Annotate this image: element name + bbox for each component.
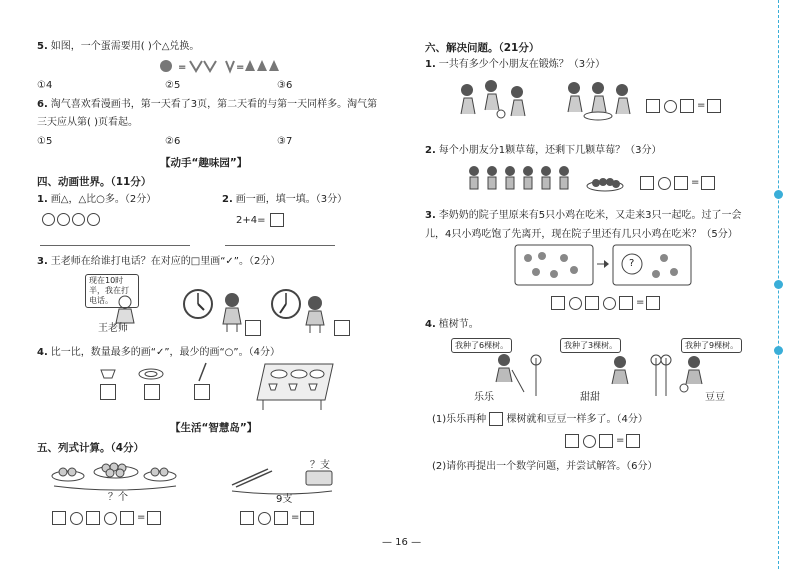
circle-shape	[57, 213, 70, 226]
answer-box[interactable]	[674, 176, 688, 190]
answer-box[interactable]	[147, 511, 161, 525]
problem-r1: 1. 一共有多少个小朋友在锻炼？（3分）	[425, 59, 606, 70]
section-title: 六、解决问题。（21分）	[425, 42, 540, 54]
operator-circle[interactable]	[664, 100, 677, 113]
chickens-eating-figure	[514, 244, 594, 286]
answer-box[interactable]	[144, 384, 160, 400]
operator-circle[interactable]	[104, 512, 117, 525]
speech-bubble: 现在10时半，我在打电话。	[85, 274, 139, 308]
children-exercising-figure	[455, 78, 535, 122]
answer-box[interactable]	[52, 511, 66, 525]
answer-box[interactable]	[599, 434, 613, 448]
answer-box[interactable]	[245, 320, 261, 336]
answer-box[interactable]	[100, 384, 116, 400]
dining-table-figure	[255, 362, 335, 412]
chopsticks-icon	[196, 362, 208, 382]
quantity-label: ？个	[108, 492, 128, 503]
sub-question-2: (2)请你再提出一个数学问题，并尝试解答。（6分）	[432, 461, 658, 472]
unknown-mark: ?	[629, 258, 635, 269]
answer-box[interactable]	[619, 296, 633, 310]
question-6: 6. 淘气喜欢看漫画书，第一天看了3页，第二天看的与第一天同样多。淘气第	[37, 99, 378, 110]
girl-on-phone-figure	[218, 292, 246, 334]
child-name: 乐乐	[474, 392, 494, 403]
option-a: ①5	[37, 136, 53, 147]
binding-dot	[774, 190, 783, 199]
equals-sign: =	[616, 435, 625, 446]
problem-r2: 2. 每个小朋友分1颗草莓，还剩下几颗草莓？（3分）	[425, 145, 662, 156]
answer-box[interactable]	[86, 511, 100, 525]
circle-shape	[87, 213, 100, 226]
answer-line	[40, 245, 190, 246]
svg-text:=: =	[178, 62, 187, 73]
equals-sign: =	[636, 297, 645, 308]
answer-box[interactable]	[701, 176, 715, 190]
circle-shape	[42, 213, 55, 226]
speech-bubble: 我种了3棵树。	[560, 338, 621, 353]
equals-sign: =	[697, 100, 706, 111]
answer-line	[225, 245, 335, 246]
option-c: ③7	[277, 136, 293, 147]
svg-text:=: =	[236, 62, 245, 73]
expression: 2+4=	[236, 215, 266, 226]
answer-box[interactable]	[240, 511, 254, 525]
operator-circle[interactable]	[70, 512, 83, 525]
dumpling-plates-figure	[50, 458, 180, 492]
answer-box[interactable]	[194, 384, 210, 400]
option-c: ③6	[277, 80, 293, 91]
operator-circle[interactable]	[583, 435, 596, 448]
clock-icon	[182, 288, 214, 320]
answer-box[interactable]	[334, 320, 350, 336]
answer-box[interactable]	[489, 412, 503, 426]
answer-box[interactable]	[646, 99, 660, 113]
operator-circle[interactable]	[569, 297, 582, 310]
answer-box[interactable]	[120, 511, 134, 525]
clock-icon	[270, 288, 302, 320]
bowl-icon	[100, 367, 116, 379]
speech-bubble: 我种了6棵树。	[451, 338, 512, 353]
pencils-figure	[228, 465, 338, 495]
boy-on-phone-figure	[302, 295, 332, 335]
child-name: 豆豆	[705, 392, 725, 403]
answer-box[interactable]	[640, 176, 654, 190]
circle-shape	[72, 213, 85, 226]
speech-bubble: 我种了9棵树。	[681, 338, 742, 353]
children-row-figure	[464, 164, 576, 198]
answer-box[interactable]	[565, 434, 579, 448]
question-6-line2: 三天应从第( )页看起。	[37, 117, 138, 128]
arrow-right-icon	[596, 259, 610, 269]
binding-dot	[774, 346, 783, 355]
answer-box[interactable]	[626, 434, 640, 448]
section-banner: 【动手“趣味园”】	[160, 157, 248, 169]
teacher-name: 王老师	[98, 323, 128, 334]
section-title: 五、列式计算。（4分）	[37, 442, 145, 454]
option-b: ②5	[165, 80, 181, 91]
operator-circle[interactable]	[658, 177, 671, 190]
problem-r3-line2: 儿，4只小鸡吃饱了先离开，现在院子里还有几只小鸡在吃米？（5分）	[425, 229, 738, 240]
child-name: 甜甜	[580, 392, 600, 403]
answer-box[interactable]	[680, 99, 694, 113]
option-b: ②6	[165, 136, 181, 147]
children-playing-figure	[560, 78, 636, 122]
answer-box[interactable]	[274, 511, 288, 525]
problem-1: 1. 画△，△比○多。（2分）	[37, 194, 157, 205]
answer-box[interactable]	[707, 99, 721, 113]
problem-2: 2. 画一画，填一填。（3分）	[222, 194, 348, 205]
plate-icon	[138, 368, 164, 380]
quantity-label: 9支	[276, 494, 293, 505]
binding-dot	[774, 280, 783, 289]
section-banner: 【生活“智慧岛”】	[170, 422, 258, 434]
question-5: 5. 如图，一个蛋需要用( )个△兑换。	[37, 41, 200, 52]
egg-exchange-figure	[158, 57, 282, 75]
chickens-remaining-figure	[612, 244, 692, 286]
quantity-label: ？支	[310, 460, 330, 471]
answer-box[interactable]	[646, 296, 660, 310]
problem-3: 3. 王老师在给谁打电话？在对应的□里画“✓”。（2分）	[37, 256, 281, 267]
operator-circle[interactable]	[603, 297, 616, 310]
sub-question-1: (1)乐乐再种 棵树就和豆豆一样多了。（4分）	[432, 414, 648, 425]
operator-circle[interactable]	[258, 512, 271, 525]
equals-sign: =	[291, 512, 300, 523]
planting-boy-figure	[490, 352, 550, 398]
equals-sign: =	[691, 177, 700, 188]
answer-box[interactable]	[551, 296, 565, 310]
option-a: ①4	[37, 80, 53, 91]
answer-box[interactable]	[585, 296, 599, 310]
problem-r3: 3. 李奶奶的院子里原来有5只小鸡在吃米，又走来3只一起吃。过了一会	[425, 210, 742, 221]
equals-sign: =	[137, 512, 146, 523]
problem-4: 4. 比一比，数量最多的画“✓”，最少的画“○”。（4分）	[37, 347, 280, 358]
answer-box[interactable]	[270, 213, 284, 227]
section-title: 四、动画世界。（11分）	[37, 176, 152, 188]
answer-box[interactable]	[300, 511, 314, 525]
problem-r4: 4. 植树节。	[425, 319, 479, 330]
page-number: — 16 —	[382, 537, 422, 548]
strawberry-plate-figure	[585, 174, 625, 192]
teacher-figure	[110, 295, 140, 325]
